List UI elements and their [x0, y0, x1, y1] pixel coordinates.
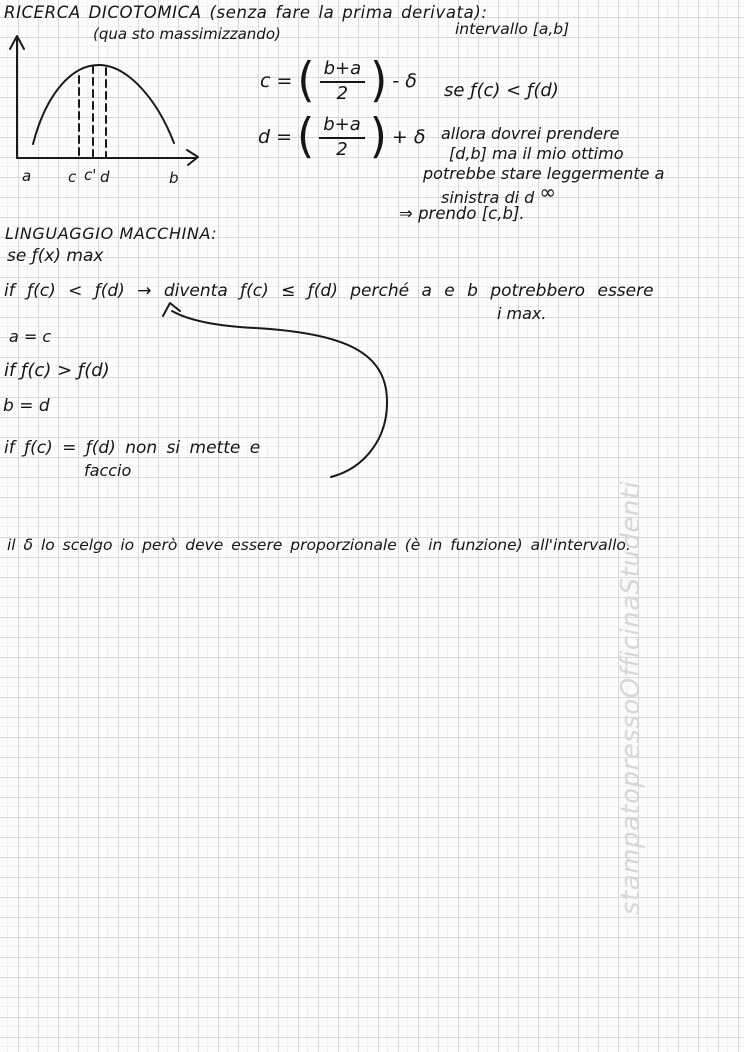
machine-language-line: se ƒ(x) max: [7, 246, 104, 266]
open-paren: (: [297, 53, 315, 109]
denominator: 2: [336, 82, 349, 104]
note-line-3: [d,b] ma il mio ottimo: [449, 144, 624, 163]
code-line-2: if ƒ(c) > ƒ(d): [4, 360, 110, 381]
formula-c: [260, 53, 417, 109]
formula-d: [258, 109, 426, 165]
label-c: c: [68, 168, 77, 186]
infinity-doodle: ∞: [539, 180, 557, 204]
formula-c-lhs: c =: [260, 70, 293, 93]
y-axis-arrowhead: [10, 36, 24, 49]
x-axis-arrowhead: [187, 150, 198, 165]
function-sketch: [0, 26, 215, 196]
denominator: 2: [336, 138, 348, 160]
numerator: b+a: [319, 114, 365, 139]
interval-note: intervallo [a,b]: [455, 20, 570, 38]
label-a: a: [22, 167, 32, 185]
open-paren: (: [297, 109, 315, 165]
numerator: b+a: [320, 58, 366, 83]
close-paren: ): [369, 109, 387, 165]
label-c2: c': [84, 166, 97, 184]
formula-c-tail: - δ: [392, 70, 417, 93]
close-paren: ): [370, 53, 388, 109]
formula-d-lhs: d =: [258, 126, 293, 149]
fraction: [320, 58, 366, 104]
note-line-2: allora dovrei prendere: [441, 124, 620, 143]
machine-language-heading: LINGUAGGIO MACCHINA:: [5, 224, 218, 243]
function-curve: [33, 65, 174, 144]
code-line-1b: i max.: [497, 304, 547, 323]
note-conclusion: ⇒ prendo [c,b].: [399, 204, 525, 223]
formula-d-tail: + δ: [391, 126, 426, 149]
note-line-4: potrebbe stare leggermente a: [423, 164, 665, 183]
note-line-5-text: sinistra di d: [441, 188, 535, 207]
swoop-arrow-head: [163, 303, 180, 316]
assignment-2: b = d: [3, 396, 50, 416]
assignment-1: a = c: [9, 327, 52, 346]
page-subtitle: (qua sto massimizzando): [93, 25, 281, 43]
label-d: d: [100, 168, 110, 186]
delta-note: il δ lo scelgo io però deve essere proporzionale (è in funzione) all'intervallo.: [7, 536, 631, 554]
code-line-1: if ƒ(c) < ƒ(d) → diventa ƒ(c) ≤ ƒ(d) perché a e b potrebbero essere: [4, 281, 654, 301]
fraction: [319, 114, 365, 160]
note-condition: se ƒ(c) < ƒ(d): [444, 80, 559, 101]
label-b: b: [169, 169, 179, 187]
code-line-3b: faccio: [84, 461, 132, 480]
code-line-3: if ƒ(c) = ƒ(d) non si mette e: [4, 438, 261, 458]
watermark: stampatopressoOfficinaStudenti: [616, 480, 646, 915]
page-title: RICERCA DICOTOMICA (senza fare la prima derivata):: [4, 3, 488, 22]
